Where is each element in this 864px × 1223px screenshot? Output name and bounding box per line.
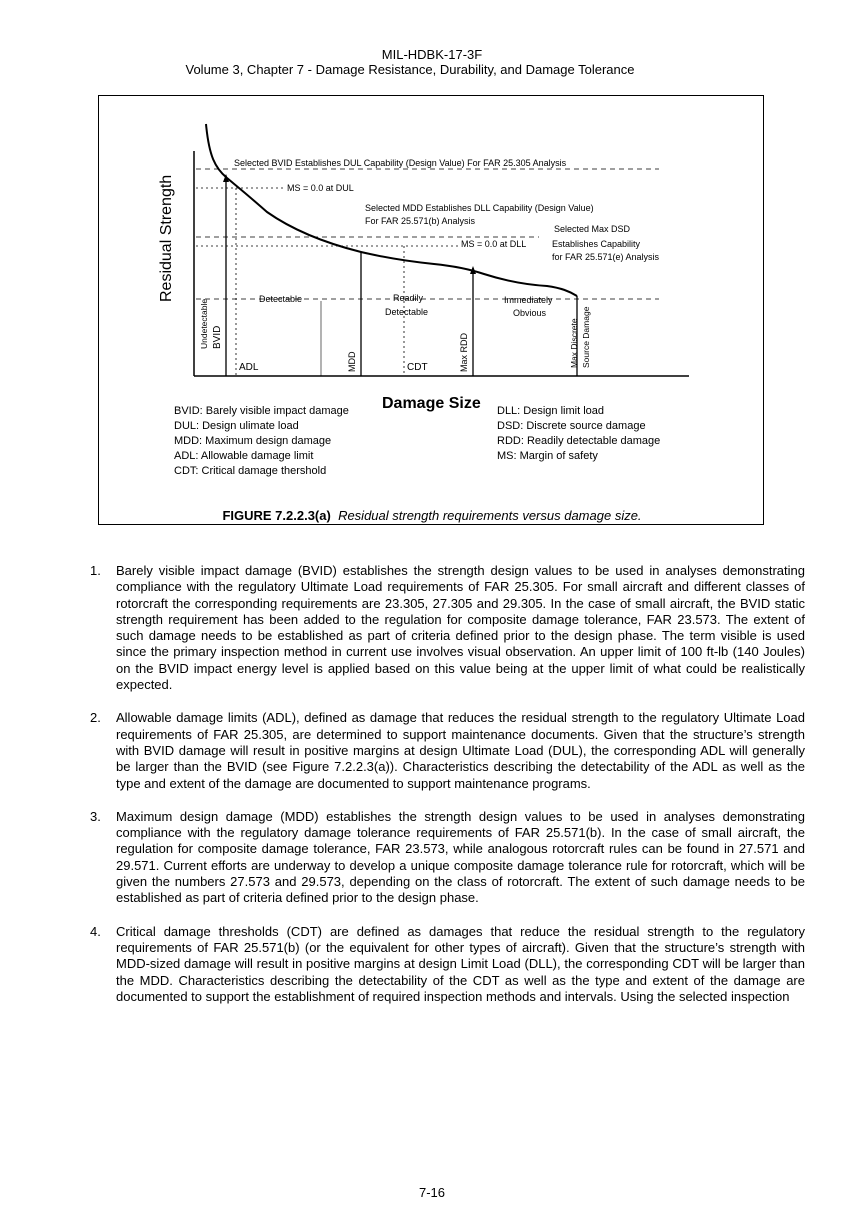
legend-entry: MS: Margin of safety bbox=[497, 450, 598, 462]
legend-entry: MDD: Maximum design damage bbox=[174, 435, 332, 447]
numbered-list bbox=[90, 563, 805, 1022]
y-axis-label: Residual Strength bbox=[158, 174, 175, 302]
immediately-label-2: Obvious bbox=[513, 308, 547, 318]
document-id: MIL-HDBK-17-3F bbox=[381, 47, 483, 62]
list-item bbox=[90, 809, 805, 907]
item-number: 3. bbox=[90, 808, 101, 824]
mdd-annotation-2: For FAR 25.571(b) Analysis bbox=[365, 216, 476, 226]
dsd-annotation-3: for FAR 25.571(e) Analysis bbox=[552, 252, 660, 262]
list-item bbox=[90, 563, 805, 693]
legend-entry: ADL: Allowable damage limit bbox=[174, 450, 314, 462]
caption-text: Residual strength requirements versus damage size. bbox=[338, 508, 642, 523]
mdd-annotation-1: Selected MDD Establishes DLL Capability (Design Value) bbox=[365, 203, 594, 213]
max-dsd-label-1: Max Discrete bbox=[569, 318, 579, 368]
x-axis-label: Damage Size bbox=[382, 395, 481, 412]
item-number: 2. bbox=[90, 710, 101, 726]
legend-left bbox=[174, 404, 349, 479]
mdd-label: MDD bbox=[347, 351, 357, 372]
item-text: Allowable damage limits (ADL), defined as damage that reduces the residual strength to the regulatory Ultimate Load requirements of FAR 25.305, are determined to support maintenance documents. Given that the structure’s strength with BVID damage will result in positive margins at design Ultimate Load (DUL), the corresponding ADL will generally be larger than the BVID (see Figure 7.2.2.3(a)). Characteristics describing the detectability of the ADL as well as the type and extent of the damage are documented to support maintenance programs. bbox=[116, 710, 805, 791]
legend-entry: BVID: Barely visible impact damage bbox=[174, 405, 349, 417]
legend-entry: RDD: Readily detectable damage bbox=[497, 435, 661, 447]
list-item bbox=[90, 710, 805, 791]
undetectable-bvid-label: BVID bbox=[212, 325, 223, 349]
figure-caption bbox=[0, 508, 864, 523]
max-rdd-label: Max RDD bbox=[459, 332, 469, 372]
bvid-dul-annotation: Selected BVID Establishes DUL Capability (Design Value) For FAR 25.305 Analysis bbox=[234, 158, 567, 168]
immediately-label-1: Immediately bbox=[504, 295, 553, 305]
undetectable-label: Undetectable bbox=[199, 298, 209, 349]
caption-label: FIGURE 7.2.2.3(a) bbox=[222, 508, 331, 523]
item-number: 4. bbox=[90, 923, 101, 939]
adl-label: ADL bbox=[239, 362, 259, 373]
detectable-label: Detectable bbox=[259, 294, 303, 304]
legend-entry: CDT: Critical damage thershold bbox=[174, 465, 327, 477]
legend-entry: DUL: Design ulimate load bbox=[174, 420, 299, 432]
readily-label-1: Readily bbox=[393, 293, 424, 303]
ms-dul-annotation: MS = 0.0 at DUL bbox=[287, 183, 354, 193]
item-number: 1. bbox=[90, 563, 101, 578]
ms-dll-annotation: MS = 0.0 at DLL bbox=[461, 239, 527, 249]
max-dsd-label-2: Source Damage bbox=[581, 306, 591, 368]
legend-entry: DLL: Design limit load bbox=[497, 405, 604, 417]
item-text: Barely visible impact damage (BVID) establishes the strength design values to be used in analyses demonstrating compliance with the regulatory Ultimate Load requirements of FAR 25.305. For small aircraft and different classes of rotorcraft the corresponding requirements are 23.305, 27.305 and 29.305. In the case of small aircraft, the BVID static strength requirement has been added to the regulation for composite damage tolerance, FAR 23.573. The extent of such damage needs to be established as part of criteria defined prior to the design phase. The term visible is used since the primary inspection method in current use involves visual observation. An upper limit of 100 ft-lb (140 Joules) on the BVID impact energy level is applied based on this value being at the upper limit of what could be realistically expected. bbox=[116, 563, 805, 693]
readily-label-2: Detectable bbox=[385, 307, 429, 317]
legend-entry: DSD: Discrete source damage bbox=[497, 420, 646, 432]
page-number: 7-16 bbox=[418, 1185, 446, 1200]
legend-right bbox=[497, 404, 660, 464]
item-text: Maximum design damage (MDD) establishes the strength design values to be used in analyses demonstrating compliance with the regulatory damage tolerance requirements of FAR 25.571(b). In the case of small aircraft, the regulation for composite damage tolerance, FAR 23.573, while analogous rotorcraft rules can be found in 27.571 and 29.571. Current efforts are underway to develop a unique composite damage tolerance rule for rotorcraft, which will be given the numbers 27.573 and 29.573, depending on the class of rotorcraft. The extent of such damage needs to be established as part of criteria defined prior to the design phase. bbox=[116, 808, 805, 906]
chapter-title: Volume 3, Chapter 7 - Damage Resistance, Durability, and Damage Tolerance bbox=[185, 62, 635, 77]
item-text: Critical damage thresholds (CDT) are defined as damages that reduce the residual strength to the regulatory requirements of FAR 25.571(b) (or the equivalent for other types of aircraft). Given that the structure’s strength with MDD-sized damage will result in positive margins at design Limit Load (DLL), the corresponding CDT will be larger than the MDD. Characteristics describing the detectability of the CDT as well as the type and extent of the damage are documented to support the establishment of required inspection methods and intervals. Using the selected inspection bbox=[116, 923, 805, 1004]
cdt-label: CDT bbox=[407, 362, 428, 373]
dsd-annotation-1: Selected Max DSD bbox=[554, 224, 631, 234]
dsd-annotation-2: Establishes Capability bbox=[552, 239, 641, 249]
list-item bbox=[90, 924, 805, 1005]
